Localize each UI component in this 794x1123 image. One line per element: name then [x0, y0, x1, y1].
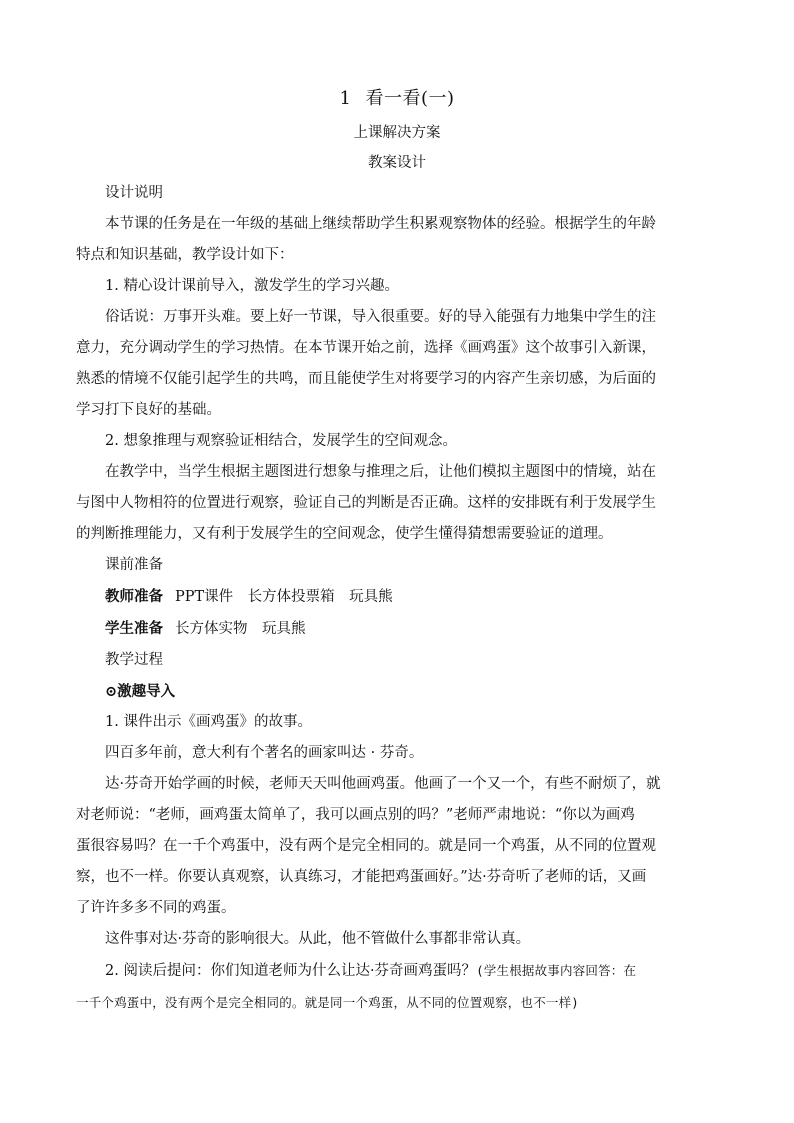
paragraph-3-cont-1: 与图中人物相符的位置进行观察，验证自己的判断是否正确。这样的安排既有利于发展学生: [76, 495, 656, 511]
story-2: 达·芬奇开始学画的时候，老师天天叫他画鸡蛋。他画了一个又一个，有些不耐烦了，就: [105, 776, 661, 792]
subtitle-design: 教案设计: [368, 155, 426, 171]
lesson-title: [76, 86, 718, 112]
stimulate-heading: ⊙激趣导入: [105, 683, 176, 700]
document-page: [76, 86, 718, 1018]
design-note-heading: 设计说明: [105, 185, 163, 201]
step-2: [76, 955, 718, 987]
paragraph-2-cont-1: 意力，充分调动学生的学习热情。在本节课开始之前，选择《画鸡蛋》这个故事引入新课，: [76, 340, 656, 356]
step-2-note-cont: 一千个鸡蛋中，没有两个是完全相同的。就是同一个鸡蛋，从不同的位置观察，也不一样): [76, 995, 580, 1010]
point-2: 2. 想象推理与观察验证相结合，发展学生的空间观念。: [105, 433, 457, 449]
subtitle-solution: 上课解决方案: [353, 125, 441, 141]
student-prep: [76, 613, 718, 645]
story-2-cont-3: 察，也不一样。你要认真观察，认真练习，才能把鸡蛋画好。”达·芬奇听了老师的话，又画: [76, 869, 647, 885]
lesson-title-text: 看一看(一): [365, 88, 455, 109]
lesson-number: 1: [339, 88, 352, 109]
paragraph-2-cont-3: 学习打下良好的基础。: [76, 402, 221, 418]
paragraph-3: 在教学中，当学生根据主题图进行想象与推理之后，让他们模拟主题图中的情境，站在: [105, 464, 656, 480]
story-3: 这件事对达·芬奇的影响很大。从此，他不管做什么事都非常认真。: [105, 931, 531, 947]
story-2-cont-2: 蛋很容易吗？在一千个鸡蛋中，没有两个是完全相同的。就是同一个鸡蛋，从不同的位置观: [76, 838, 656, 854]
process-heading: 教学过程: [105, 652, 163, 668]
teacher-prep-label: 教师准备: [105, 588, 163, 605]
paragraph-1-cont: 特点和知识基础，教学设计如下：: [76, 247, 294, 263]
step-1: 1. 课件出示《画鸡蛋》的故事。: [105, 714, 312, 730]
teacher-prep: [76, 581, 718, 613]
student-prep-label: 学生准备: [105, 620, 163, 637]
teacher-prep-items: PPT课件 长方体投票箱 玩具熊: [175, 589, 393, 605]
step-2-question: 2. 阅读后提问：你们知道老师为什么让达·芬奇画鸡蛋吗？: [105, 963, 477, 979]
step-2-note: (学生根据故事内容回答：在: [476, 963, 637, 978]
story-2-cont-4: 了许许多多不同的鸡蛋。: [76, 900, 236, 916]
story-1: 四百多年前，意大利有个著名的画家叫达 · 芬奇。: [105, 745, 424, 761]
story-2-cont-1: 对老师说：“老师，画鸡蛋太简单了，我可以画点别的吗？”老师严肃地说：“你以为画鸡: [76, 807, 635, 823]
paragraph-1: 本节课的任务是在一年级的基础上继续帮助学生积累观察物体的经验。根据学生的年龄: [105, 216, 656, 232]
prep-heading: 课前准备: [105, 557, 163, 573]
paragraph-2-cont-2: 熟悉的情境不仅能引起学生的共鸣，而且能使学生对将要学习的内容产生亲切感，为后面的: [76, 371, 656, 387]
paragraph-2: 俗话说：万事开头难。要上好一节课，导入很重要。好的导入能强有力地集中学生的注: [105, 309, 656, 325]
paragraph-3-cont-2: 的判断推理能力，又有利于发展学生的空间观念，使学生懂得猜想需要验证的道理。: [76, 526, 613, 542]
point-1: 1. 精心设计课前导入，激发学生的学习兴趣。: [105, 278, 399, 294]
student-prep-items: 长方体实物 玩具熊: [175, 621, 306, 637]
